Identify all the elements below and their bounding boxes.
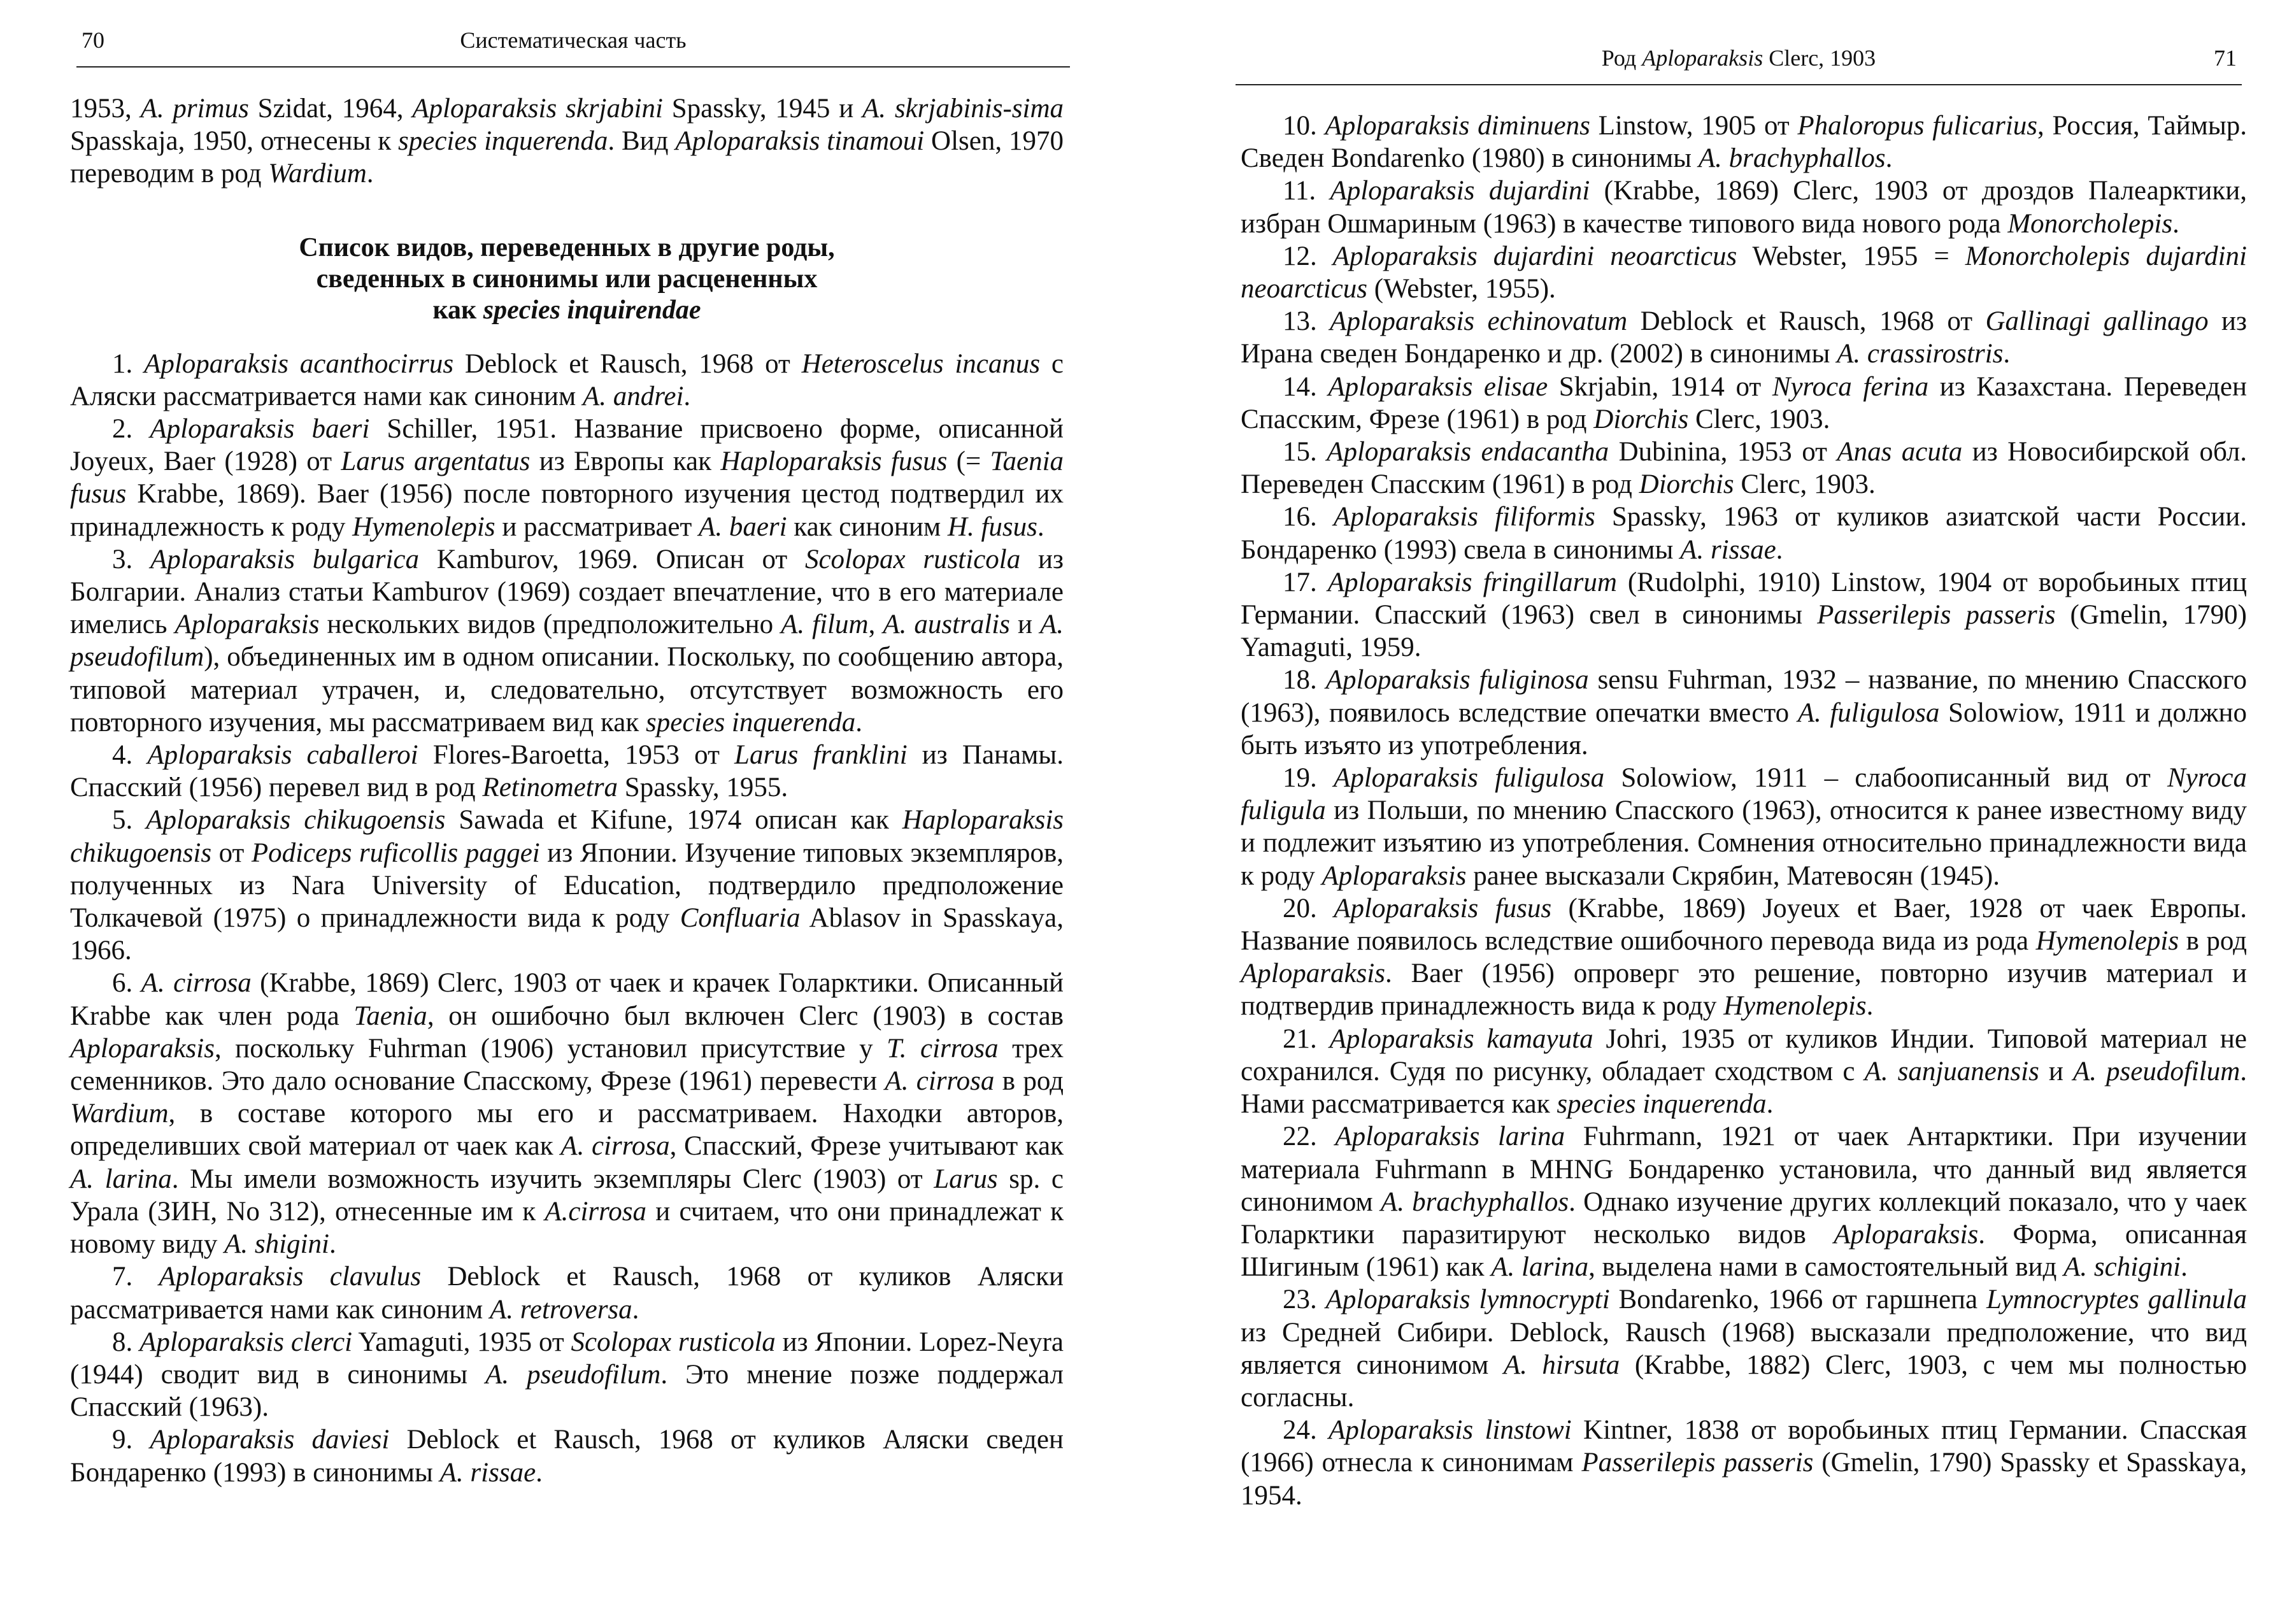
species-entry: 11. Aploparaksis dujardini (Krabbe, 1869) Clerc, 1903 от дроздов Палеарктики, избран Ошмариным (1963) в качестве типового вида нового рода Monorcholepis. — [1241, 176, 2247, 239]
page-number: 70 — [82, 27, 104, 53]
species-entry: 7. Aploparaksis clavulus Deblock et Rausch, 1968 от куликов Аляски рассматривается нами как синоним A. retroversa. — [70, 1262, 1064, 1325]
section-heading — [70, 232, 1064, 326]
species-entry: 9. Aploparaksis daviesi Deblock et Rausch, 1968 от куликов Аляски сведен Бондаренко (1993) в синонимы A. rissae. — [70, 1425, 1064, 1488]
species-entry: 23. Aploparaksis lymnocrypti Bondarenko, 1966 от гаршнепа Lymnocryptes gallinula из Средней Сибири. Deblock, Rausch (1968) высказали предположение, что вид является синонимом A. hirsuta (Krabbe, 1882) Clerc, 1903, с чем мы полностью согласны. — [1241, 1285, 2247, 1413]
species-entry: 15. Aploparaksis endacantha Dubinina, 1953 от Anas acuta из Новосибирской обл. Переведен Спасским (1961) в род Diorchis Clerc, 1903. — [1241, 437, 2247, 500]
species-entry: 22. Aploparaksis larina Fuhrmann, 1921 от чаек Антарктики. При изучении материала Fuhrmann в MHNG Бондаренко установила, что данный вид является синонимом A. brachyphallos. Однако изучение других коллекций показало, что у чаек Голарктики паразитируют несколько видов Aploparaksis. Форма, описанная Шигиным (1961) как A. larina, выделена нами в самостоятельный вид A. schigini. — [1241, 1122, 2247, 1283]
species-entry: 14. Aploparaksis elisae Skrjabin, 1914 от Nyroca ferina из Казахстана. Переведен Спасским, Фрезе (1961) в род Diorchis Clerc, 1903. — [1241, 371, 2248, 434]
left-page — [0, 0, 1134, 1624]
species-entry: 18. Aploparaksis fuliginosa sensu Fuhrman, 1932 – название, по мнению Спасского (1963), появилось вследствие опечатки вместо A. fuligulosa Solowiow, 1911 и должно быть изъято из употребления. — [1241, 665, 2248, 760]
header-rule — [1236, 84, 2242, 85]
species-entry: 2. Aploparaksis baeri Schiller, 1951. Название присвоено форме, описанной Joyeux, Baer (1928) от Larus argentatus из Европы как Haploparaksis fusus (= Taenia fusus Krabbe, 1869). Baer (1956) после повторного изучения цестод подтвердил их принадлежность к роду Hymenolepis и рассматривает A. baeri как синоним H. fusus. — [70, 414, 1064, 542]
left-page-body — [70, 92, 1064, 1489]
species-entry: 16. Aploparaksis filiformis Spassky, 1963 от куликов азиатской части России. Бондаренко (1993) свела в синонимы A. rissae. — [1241, 502, 2247, 565]
species-entry: 13. Aploparaksis echinovatum Deblock et Rausch, 1968 от Gallinagi gallinago из Ирана сведен Бондаренко и др. (2002) в синонимы A. crassirostris. — [1241, 306, 2248, 369]
right-page — [1146, 0, 2280, 1624]
running-head: Род Aploparaksis Clerc, 1903 — [1601, 45, 1876, 71]
species-entry: 4. Aploparaksis caballeroi Flores-Baroetta, 1953 от Larus franklini из Панамы. Спасский (1956) перевел вид в род Retinometra Spassky, 1955. — [70, 740, 1064, 803]
species-entry: 21. Aploparaksis kamayuta Johri, 1935 от куликов Индии. Типовой материал не сохранился. Судя по рисунку, обладает сходством с A. sanjuanensis и A. pseudofilum. Нами рассматривается как species inquerenda. — [1241, 1023, 2248, 1120]
right-page-body — [1241, 110, 2247, 1512]
header-rule — [76, 66, 1070, 68]
species-entry: 8. Aploparaksis clerci Yamaguti, 1935 от Scolopax rusticola из Японии. Lopez-Neyra (1944) сводит вид в синонимы A. pseudofilum. Это мнение позже поддержал Спасский (1963). — [70, 1327, 1064, 1423]
left-page-header — [76, 27, 1070, 71]
section-heading-line: Список видов, переведенных в другие роды, — [299, 232, 835, 262]
species-entry: 10. Aploparaksis diminuens Linstow, 1905 от Phaloropus fulicarius, Россия, Таймыр. Сведен Bondarenko (1980) в синонимы A. brachyphallos. — [1241, 111, 2247, 174]
species-entry: 12. Aploparaksis dujardini neoarcticus Webster, 1955 = Monorcholepis dujardini neoarcticus (Webster, 1955). — [1241, 241, 2247, 304]
section-heading-line: как species inquirendae — [432, 295, 701, 325]
intro-paragraph: 1953, A. primus Szidat, 1964, Aploparaksis skrjabini Spassky, 1945 и A. skrjabinis-sima Spasskaja, 1950, отнесены к species inquerenda. Вид Aploparaksis tinamoui Olsen, 1970 переводим в род Wardium. — [70, 94, 1064, 189]
page-number: 71 — [2214, 45, 2237, 71]
species-entry: 3. Aploparaksis bulgarica Kamburov, 1969. Описан от Scolopax rusticola из Болгарии. Анализ статьи Kamburov (1969) создает впечатление, что в его материале имелись Aploparaksis нескольких видов (предположительно A. filum, A. australis и A. pseudofilum), объединенных им в одном описании. Поскольку, по сообщению автора, типовой материал утрачен, и, следовательно, отсутствует возможность его повторного изучения, мы рассматриваем вид как species inquerenda. — [70, 544, 1064, 737]
section-heading-line: сведенных в синонимы или расцененных — [316, 264, 818, 294]
species-entry: 17. Aploparaksis fringillarum (Rudolphi, 1910) Linstow, 1904 от воробьиных птиц Германии. Спасский (1963) свел в синонимы Passerilepis passeris (Gmelin, 1790) Yamaguti, 1959. — [1241, 567, 2248, 663]
species-entry: 20. Aploparaksis fusus (Krabbe, 1869) Joyeux et Baer, 1928 от чаек Европы. Название появилось вследствие ошибочного перевода вида из рода Hymenolepis в род Aploparaksis. Baer (1956) опроверг это решение, повторно изучив материал и подтвердив принадлежность вида к роду Hymenolepis. — [1241, 893, 2247, 1022]
species-entry: 6. A. cirrosa (Krabbe, 1869) Clerc, 1903 от чаек и крачек Голарктики. Описанный Krabbe как член рода Taenia, он ошибочно был включен Clerc (1903) в состав Aploparaksis, поскольку Fuhrman (1906) установил присутствие у T. cirrosa трех семенников. Это дало основание Спасскому, Фрезе (1961) перевести A. cirrosa в род Wardium, в составе которого мы его и рассматриваем. Находки авторов, определивших свой материал от чаек как A. cirrosa, Спасский, Фрезе учитывают как A. larina. Мы имели возможность изучить экземпляры Clerc (1903) от Larus sp. с Урала (ЗИН, No 312), отнесенные им к A.cirrosa и считаем, что они принадлежат к новому виду A. shigini. — [70, 968, 1064, 1260]
species-entry: 1. Aploparaksis acanthocirrus Deblock et Rausch, 1968 от Heteroscelus incanus с Аляски рассматривается нами как синоним A. andrei. — [70, 348, 1064, 411]
species-entry: 5. Aploparaksis chikugoensis Sawada et Kifune, 1974 описан как Haploparaksis chikugoensis от Podiceps ruficollis paggei из Японии. Изучение типовых экземпляров, полученных из Nara University of Education, подтвердило предположение Толкачевой (1975) о принадлежности вида к роду Confluaria Ablasov in Spasskaya, 1966. — [70, 805, 1064, 966]
running-head: Систематическая часть — [460, 27, 687, 53]
species-entry: 24. Aploparaksis linstowi Kintner, 1838 от воробьиных птиц Германии. Спасская (1966) отнесла к синонимам Passerilepis passeris (Gmelin, 1790) Spassky et Spasskaya, 1954. — [1241, 1415, 2248, 1511]
species-entry: 19. Aploparaksis fuligulosa Solowiow, 1911 – слабоописанный вид от Nyroca fuligula из Польши, по мнению Спасского (1963), относится к ранее известному виду и подлежит изъятию из употребления. Сомнения относительно принадлежности вида к роду Aploparaksis ранее высказали Скрябин, Матевосян (1945). — [1241, 763, 2247, 891]
right-page-header — [1236, 45, 2242, 89]
